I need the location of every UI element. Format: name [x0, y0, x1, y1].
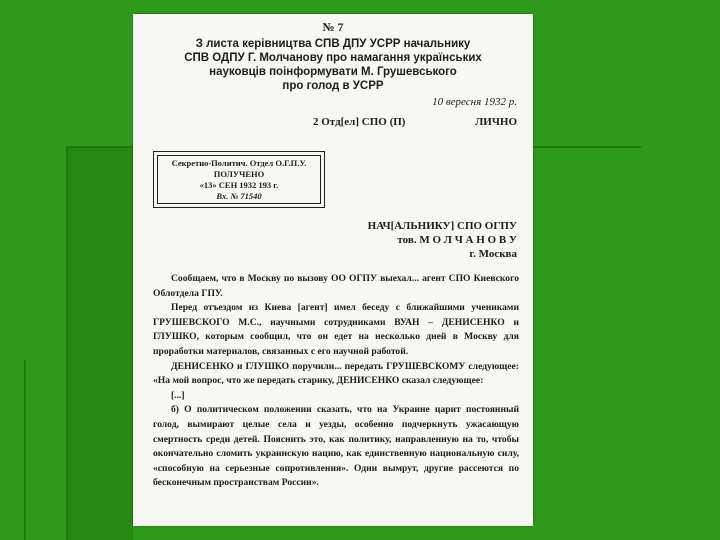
document-title-line-4: про голод в УСРР	[282, 80, 384, 92]
stamp-line-date: «13» СЕН 1932 193 г.	[199, 180, 279, 190]
document-title-line-2: СПВ ОДПУ Г. Молчанову про намагання українських	[184, 52, 482, 64]
background-panel-left	[66, 148, 133, 540]
background-rule-vertical	[66, 146, 68, 540]
department-label: 2 Отд[ел] СПО (П)	[313, 116, 406, 128]
received-stamp	[153, 151, 325, 208]
paragraph-3: ДЕНИСЕНКО и ГЛУШКО поручили... передать ГРУШЕВСКОМУ следующее: «На мой вопрос, что же передать старику, ДЕНИСЕНКО сказал следующее:	[153, 360, 519, 387]
document-number: № 7	[322, 20, 344, 34]
document-body	[153, 272, 519, 491]
paragraph-2: Перед отъездом из Киева [агент] имел беседу с ближайшими учениками ГРУШЕВСКОГО М.С., научными сотрудниками ВУАН – ДЕНИСЕНКО и ГЛУШКО, которым сообщил, что он едет на несколько дней в Москву для проработки материалов, связанных с его научной работой.	[153, 302, 519, 357]
classification-label: ЛИЧНО	[475, 116, 517, 128]
paragraph-4: б) О политическом положении сказать, что на Украине царит постоянный голод, вымирают целые села и уезды, особенно подчеркнуть ужасающую смертность среди детей. Пояснить это, как политику, направленную на то, чтобы окончательно сломить украинскую нацию, как единственную национальную силу, «способную на серьезные сопротивления». Одни вымрут, другие рассеются по бесконечным пространствам России».	[153, 404, 519, 489]
stamp-line-received: ПОЛУЧЕНО	[213, 169, 265, 179]
document-title-line-1: З листа керівництва СПВ ДПУ УСРР начальнику	[195, 38, 471, 50]
document-date: 10 вересня 1932 р.	[432, 96, 517, 108]
addressee-line-2: тов. М О Л Ч А Н О В У	[397, 234, 517, 246]
document-title-line-3: науковців поінформувати М. Грушевського	[209, 66, 457, 78]
addressee-line-3: г. Москва	[469, 248, 517, 260]
paragraph-omission: [...]	[171, 389, 185, 401]
paragraph-1: Сообщаем, что в Москву по вызову ОО ОГПУ выехал... агент СПО Киевского Облотдела ГПУ.	[153, 273, 519, 299]
background-rule-left	[24, 360, 26, 540]
archival-document-page	[133, 14, 533, 526]
stamp-line-department: Секретно-Политич. Отдел О.Г.П.У.	[171, 158, 307, 168]
addressee-line-1: НАЧ[АЛЬНИКУ] СПО ОГПУ	[367, 220, 517, 232]
stamp-line-incoming-number: Вх. № 71540	[216, 191, 262, 201]
